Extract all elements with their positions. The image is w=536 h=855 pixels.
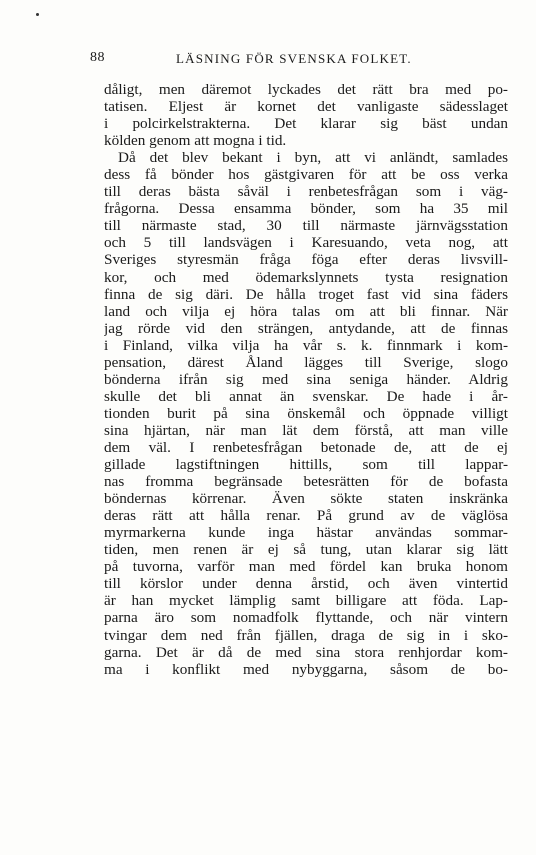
text-line: i Finland, vilka vilja ha vår s. k. finnmark i kom- (104, 336, 508, 354)
text-line: bönderna ifrån sig med sina seniga händer. Aldrig (104, 370, 508, 388)
text-line: böndernas körrenar. Även sökte staten inskränka (104, 490, 508, 508)
text-line: finna de sig däri. De hålla troget fast vid sina fäders (104, 285, 508, 303)
page-number: 88 (90, 50, 105, 65)
running-title: LÄSNING FÖR SVENSKA FOLKET. (176, 51, 412, 66)
text-line: i polcirkelstrakterna. Det klarar sig bäst undan (104, 115, 508, 133)
text-line: parna äro som nomadfolk flyttande, och när vintern (104, 609, 508, 627)
text-line: dem väl. I renbetesfrågan betonade de, att de ej (104, 438, 508, 456)
text-line: jag rörde vid den strängen, antydande, att de finnas (104, 319, 508, 337)
body-text (104, 81, 508, 678)
text-line: gillade lagstiftningen hittills, som till lappar- (104, 456, 508, 474)
text-line: till deras bästa såväl i renbetesfrågan som i väg- (104, 183, 508, 201)
text-line: tionden burit på sina önskemål och öppnade villigt (104, 404, 508, 422)
text-line: pensation, därest Åland lägges till Sverige, slogo (104, 353, 508, 371)
text-line: land och vilja ej höra talas om att bli finnar. När (104, 302, 508, 320)
text-line: tvingar dem ned från fjällen, draga de sig in i sko- (104, 626, 508, 644)
text-line: till körslor under denna årstid, och även vintertid (104, 575, 508, 593)
text-line: dess få bönder hos gästgivaren för att be oss verka (104, 166, 508, 184)
ink-speck (36, 13, 39, 16)
text-line: och 5 till landsvägen i Karesuando, veta nog, att (104, 234, 508, 252)
text-line: tiden, men renen är ej så tung, utan klarar sig lätt (104, 541, 508, 559)
text-line: Sveriges styresmän fråga föga efter deras livsvill- (104, 251, 508, 269)
text-line: kor, och med ödemarkslynnets tysta resignation (104, 268, 508, 286)
text-line: ma i konflikt med nybyggarna, såsom de bo- (104, 660, 508, 678)
text-line: kölden genom att mogna i tid. (104, 132, 287, 150)
text-line: myrmarkerna kunde inga hästar användas sommar- (104, 524, 508, 542)
text-line: frågorna. Dessa ensamma bönder, som ha 35 mil (104, 200, 508, 218)
text-line: tatisen. Eljest är kornet det vanligaste sädesslaget (104, 98, 508, 116)
text-line: sina hjärtan, när man lät dem förstå, att man ville (104, 421, 508, 439)
text-line: nas fromma begränsade betesrätten för de bofasta (104, 473, 508, 491)
text-line: deras rätt att hålla renar. På grund av de väglösa (104, 507, 508, 525)
text-line: dåligt, men däremot lyckades det rätt bra med po- (104, 81, 508, 98)
text-line: på tuvorna, varför man med fördel kan bruka honom (104, 558, 508, 576)
text-line: till närmaste stad, 30 till närmaste järnvägsstation (104, 217, 508, 235)
paragraph-first-line: Då det blev bekant i byn, att vi anländt, samlades (118, 149, 508, 167)
text-line: garna. Det är då de med sina stora renhjordar kom- (104, 643, 508, 661)
running-head (90, 50, 450, 70)
text-line: skulle det bli annat än svenskar. De hade i år- (104, 387, 508, 405)
text-line: är han mycket lämplig samt billigare att föda. Lap- (104, 592, 508, 610)
